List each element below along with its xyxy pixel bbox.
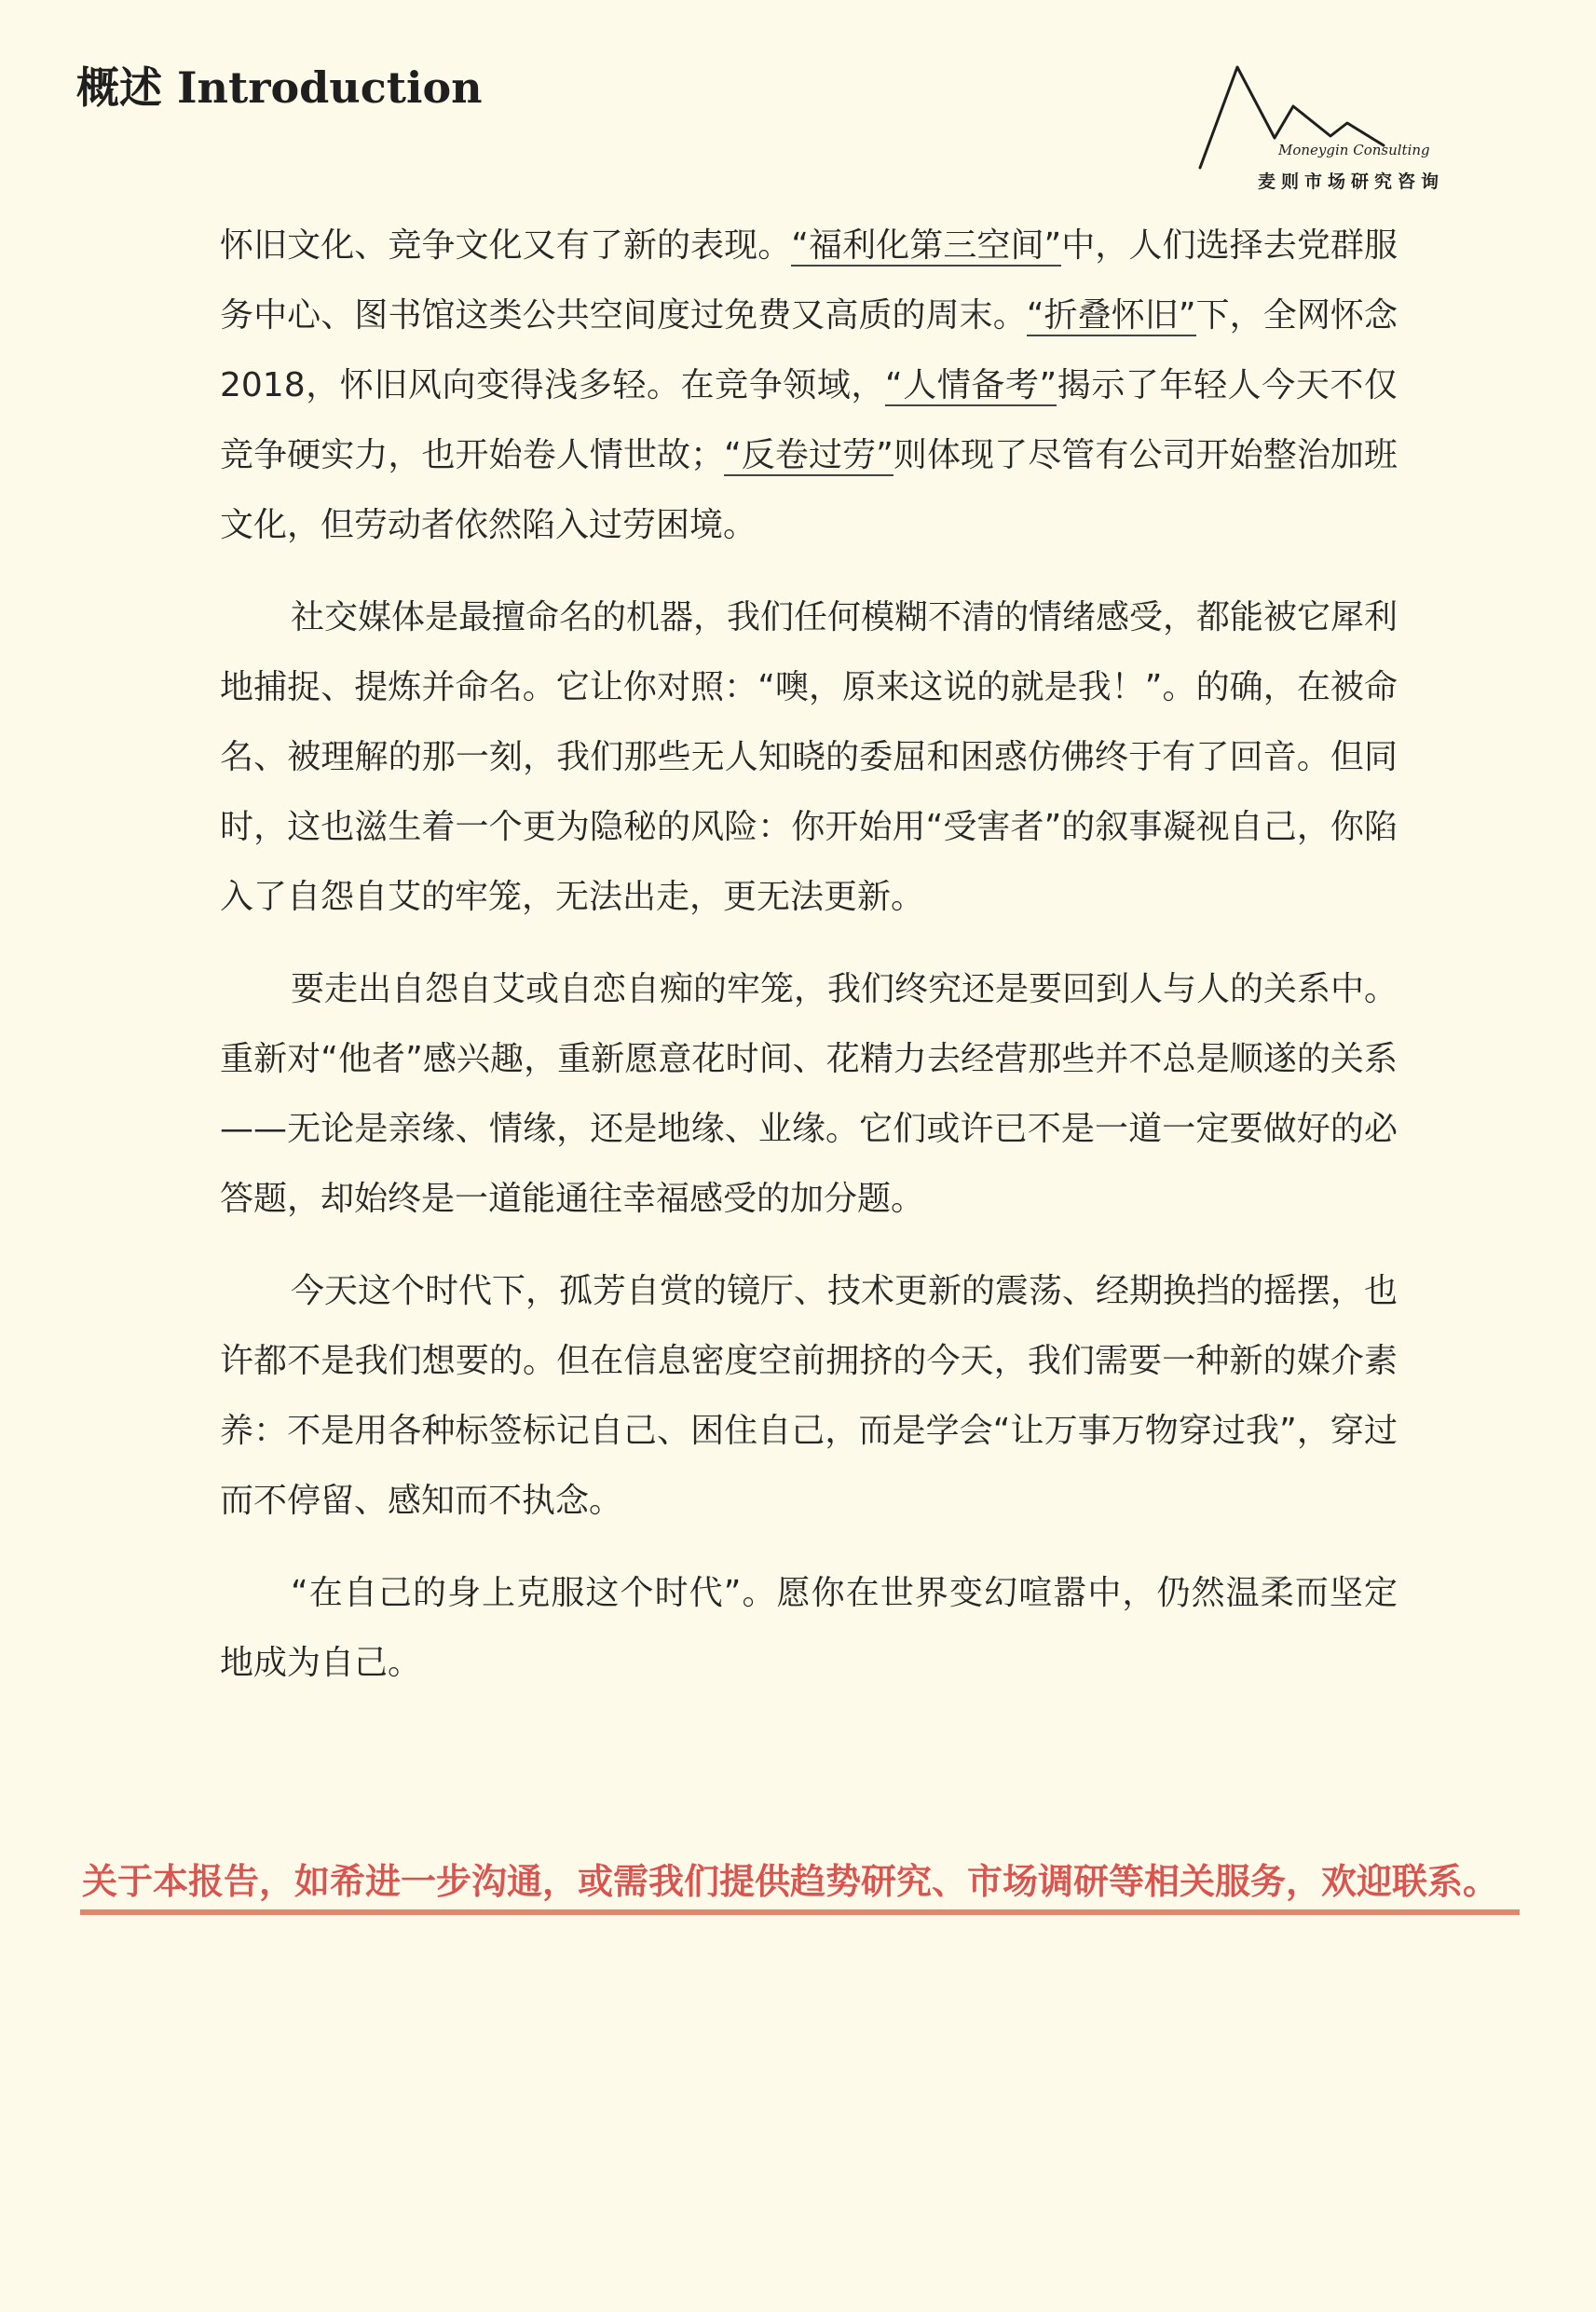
paragraph-4: 今天这个时代下，孤芳自赏的镜厅、技术更新的震荡、经期换挡的摇摆，也许都不是我们想要的。但在信息密度空前拥挤的今天，我们需要一种新的媒介素养：不是用各种标签标记自己、困住自己，而是学会“让万事万物穿过我”，穿过而不停留、感知而不执念。: [220, 1272, 1398, 1520]
paragraph-1-text-e: 则体现了尽管有公司开始整治加班文化，但劳动者依然陷入过劳困境。: [220, 436, 1398, 544]
paragraph-1-text-d: 揭示了年轻人今天不仅竞争硬实力，也开始卷人情世故；: [220, 366, 1398, 474]
article-body: [220, 211, 1398, 1720]
keyword-anti-overwork: “反卷过劳”: [724, 436, 893, 474]
paragraph-1: [220, 211, 1398, 560]
company-logo: [1193, 58, 1444, 198]
paragraph-1-text-b: 中，人们选择去党群服务中心、图书馆这类公共空间度过免费又高质的周末。: [220, 226, 1398, 335]
keyword-social-exam: “人情备考”: [885, 366, 1057, 404]
logo-script-text: Moneygin Consulting: [1278, 142, 1430, 158]
paragraph-1-text-a: 怀旧文化、竞争文化又有了新的表现。: [220, 226, 792, 265]
keyword-welfare-third-space: “福利化第三空间”: [791, 226, 1062, 265]
logo-chinese-name: 麦则市场研究咨询: [1257, 171, 1444, 192]
contact-callout: 关于本报告，如希进一步沟通，或需我们提供趋势研究、市场调研等相关服务，欢迎联系。: [82, 1860, 1499, 1902]
paragraph-5: “在自己的身上克服这个时代”。愿你在世界变幻喧嚣中，仍然温柔而坚定地成为自己。: [220, 1574, 1398, 1682]
page-title: 概述 Introduction: [76, 62, 483, 113]
paragraph-1-text-c: 下，全网怀念 2018，怀旧风向变得浅多轻。在竞争领域，: [220, 296, 1398, 404]
paragraph-2: 社交媒体是最擅命名的机器，我们任何模糊不清的情绪感受，都能被它犀利地捕捉、提炼并命名。它让你对照：“噢，原来这说的就是我！”。的确，在被命名、被理解的那一刻，我们那些无人知晓的委屈和困惑仿佛终于有了回音。但同时，这也滋生着一个更为隐秘的风险：你开始用“受害者”的叙事凝视自己，你陷入了自怨自艾的牢笼，无法出走，更无法更新。: [220, 598, 1398, 916]
contact-divider: [80, 1909, 1520, 1915]
keyword-folded-nostalgia: “折叠怀旧”: [1026, 296, 1196, 335]
paragraph-3: 要走出自怨自艾或自恋自痴的牢笼，我们终究还是要回到人与人的关系中。重新对“他者”感兴趣，重新愿意花时间、花精力去经营那些并不总是顺遂的关系——无论是亲缘、情缘，还是地缘、业缘。它们或许已不是一道一定要做好的必答题，却始终是一道能通往幸福感受的加分题。: [220, 970, 1398, 1218]
